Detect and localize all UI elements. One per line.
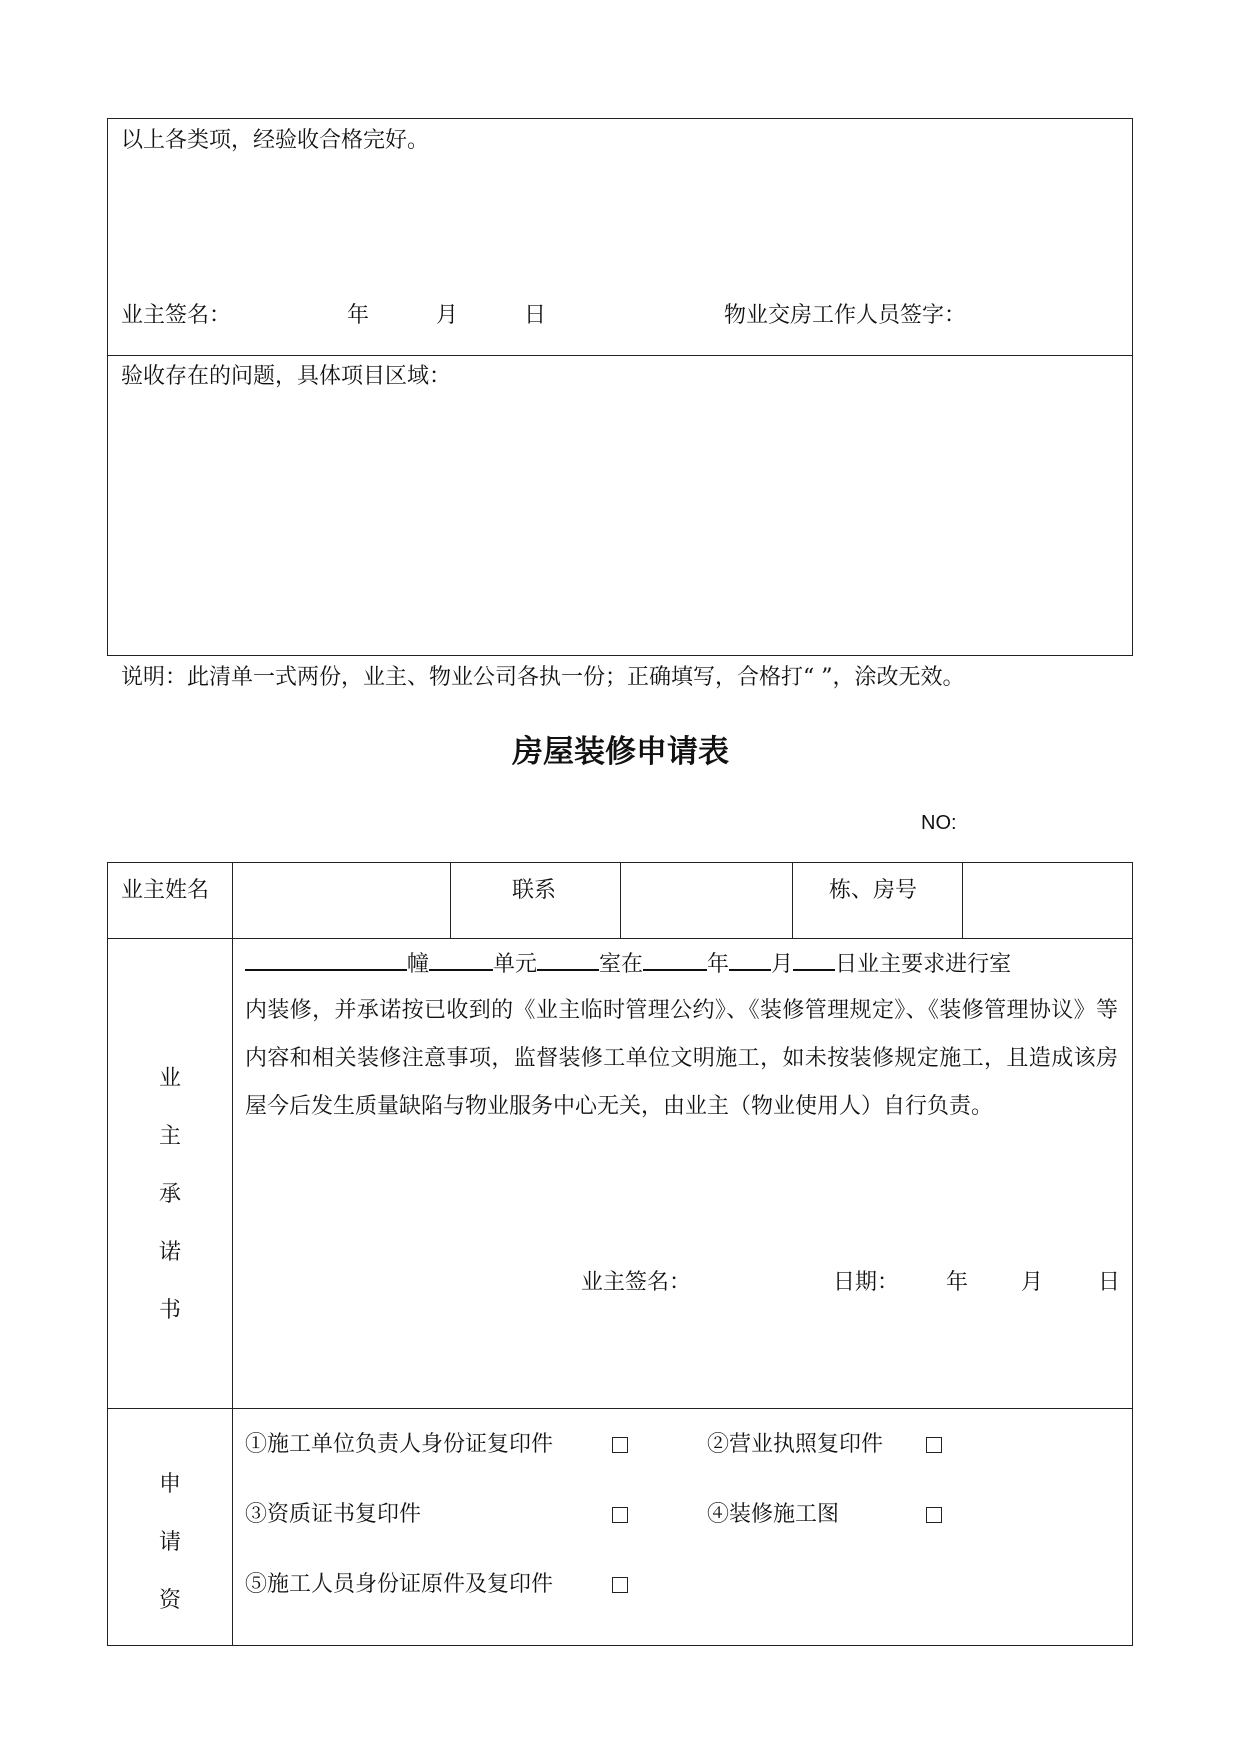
material-item: ⑤施工人员身份证原件及复印件	[245, 1572, 554, 1597]
materials-side-char: 申	[158, 1472, 181, 1497]
instructions-note: 说明：此清单一式两份，业主、物业公司各执一份；正确填写，合格打“ ”，涂改无效。	[121, 665, 965, 690]
material-checkbox[interactable]	[612, 1437, 628, 1453]
row-divider	[107, 1408, 1133, 1409]
header-col-divider	[962, 862, 963, 938]
pledge-side-char: 业	[158, 1066, 181, 1091]
owner-name-label: 业主姓名	[121, 878, 210, 903]
room-label: 室在	[599, 952, 644, 977]
pledge-side-char: 承	[158, 1182, 181, 1207]
material-checkbox[interactable]	[612, 1577, 628, 1593]
label-column-divider	[232, 862, 233, 1646]
pledge-side-label	[158, 1050, 182, 1340]
day-blank[interactable]	[793, 951, 835, 971]
owner-name-field[interactable]	[234, 864, 448, 936]
contact-field[interactable]	[622, 864, 790, 936]
contact-label: 联系	[512, 878, 557, 903]
pledge-date-label: 日期：	[833, 1270, 900, 1295]
form-number-label: NO:	[921, 812, 957, 834]
application-form-table	[107, 862, 1133, 1646]
row-divider	[107, 938, 1133, 939]
form-title: 房屋装修申请表	[512, 734, 729, 770]
material-item: ②营业执照复印件	[707, 1432, 884, 1457]
unit-number-label: 栋、房号	[829, 878, 918, 903]
material-checkbox[interactable]	[612, 1507, 628, 1523]
materials-side-char: 请	[158, 1530, 181, 1555]
month-blank[interactable]	[729, 951, 771, 971]
year-label: 年	[347, 303, 370, 328]
header-col-divider	[450, 862, 451, 938]
pledge-side-char: 诺	[158, 1240, 181, 1265]
building-label: 幢	[407, 952, 430, 977]
month-label: 月	[771, 952, 794, 977]
unit-label: 单元	[493, 952, 538, 977]
material-checkbox[interactable]	[926, 1507, 942, 1523]
material-checkbox[interactable]	[926, 1437, 942, 1453]
pledge-body: 内装修，并承诺按已收到的《业主临时管理公约》、《装修管理规定》、《装修管理协议》等内容和相关装修注意事项，监督装修工单位文明施工，如未按装修规定施工，且造成该房屋今后发生质量缺陷与物业服务中心无关，由业主（物业使用人）自行负责。	[245, 998, 1118, 1119]
material-item: ④装修施工图	[707, 1502, 840, 1527]
header-col-divider	[620, 862, 621, 938]
owner-sign-label: 业主签名：	[121, 303, 232, 328]
day-label: 日	[524, 303, 547, 328]
header-col-divider	[792, 862, 793, 938]
unit-number-field[interactable]	[964, 864, 1131, 936]
pledge-side-char: 主	[158, 1124, 181, 1149]
pledge-line1-tail: 日业主要求进行室	[835, 952, 1012, 977]
issues-label: 验收存在的问题，具体项目区域：	[121, 364, 452, 389]
room-blank[interactable]	[537, 951, 599, 971]
pledge-owner-sign-label: 业主签名：	[581, 1270, 692, 1295]
year-label: 年	[707, 952, 730, 977]
building-blank[interactable]	[245, 951, 407, 971]
acceptance-table-divider	[107, 355, 1133, 356]
material-item: ①施工单位负责人身份证复印件	[245, 1432, 554, 1457]
pledge-side-char: 书	[158, 1298, 181, 1323]
material-item: ③资质证书复印件	[245, 1502, 422, 1527]
materials-side-label	[158, 1456, 182, 1630]
accepted-statement: 以上各类项，经验收合格完好。	[121, 128, 430, 153]
materials-side-char: 资	[158, 1588, 181, 1613]
staff-sign-label: 物业交房工作人员签字：	[724, 303, 967, 328]
pledge-day-label: 日	[1098, 1270, 1121, 1295]
pledge-first-line	[245, 951, 1121, 976]
unit-blank[interactable]	[429, 951, 493, 971]
year-blank[interactable]	[643, 951, 707, 971]
pledge-year-label: 年	[946, 1270, 969, 1295]
pledge-month-label: 月	[1021, 1270, 1044, 1295]
month-label: 月	[436, 303, 459, 328]
